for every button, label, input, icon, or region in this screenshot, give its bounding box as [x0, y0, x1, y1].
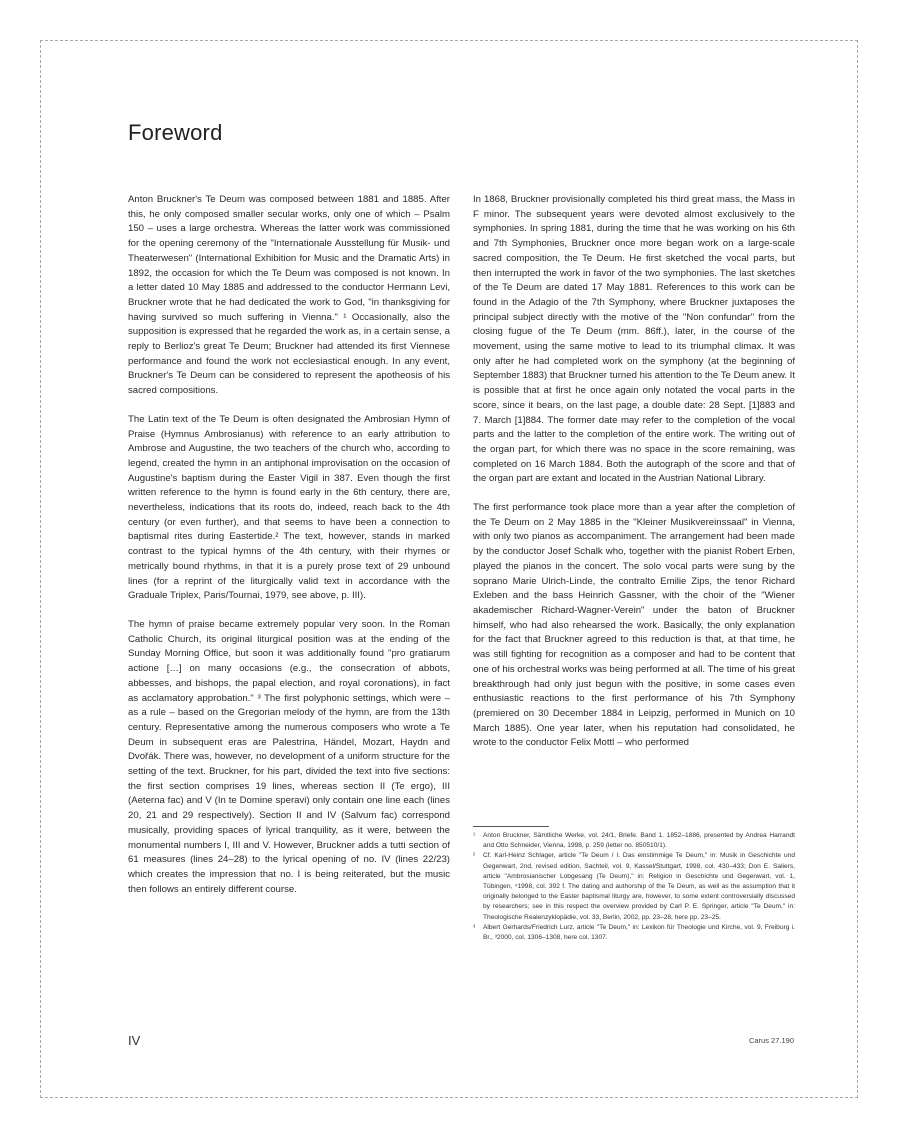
- footnote: [473, 851, 795, 922]
- left-column: [128, 193, 450, 911]
- paragraph: The hymn of praise became extremely popular very soon. In the Roman Catholic Church, its original liturgical position was at the ending of the Sunday Morning Office, but soon it was additionally found "pro gratiarum actione […] on many occasions (e.g., the consecration of abbots, abbesses, and bishops, the papal election, and royal coronations), in fact as acclamatory approbation." ³ The first polyphonic settings, which were – as a rule – based on the Gregorian melody of the hymn, are from the 13th century. Representative among the numerous composers who wrote a Te Deum in subsequent eras are Palestrina, Händel, Mozart, Haydn and Dvořák. There was, however, no development of a uniform structure for the setting of the text. Bruckner, for his part, divided the text into five sections: the first section comprises 19 lines, whereas section II (Te ergo), III (Aeterna fac) and V (In te Domine speravi) only contain one line each (lines 20, 21 and 29 respectively). Section II and IV (Salvum fac) correspond musically, providing spaces of lyrical tranquility, as it were, between the monumental numbers I, III and V. However, Bruckner adds a tutti section of 61 measures (lines 24–28) to the lyrical opening of no. IV (lines 22/23) which creates the impression that no. I is being reiterated, but the music then follows an entirely different course.: [128, 618, 450, 895]
- footnote-number: ³: [473, 923, 476, 931]
- paragraph: The first performance took place more than a year after the completion of the Te Deum on 2 May 1885 in the "Kleiner Musikvereinssaal" in Vienna, with only two pianos as accompaniment. The arrangement had been made by the conductor Josef Schalk who, together with the pianist Robert Erben, played the pianos in the concert. The solo vocal parts were sung by the soprano Marie Ulrich-Linde, the contralto Emilie Zips, the tenor Richard Exleben and the bass Heinrich Gassner, with the choir of the "Wiener akademischer Richard-Wagner-Verein" under the baton of Bruckner himself, who had also rehearsed the work. Basically, the only explanation for the fact that Bruckner agreed to this reduction is that, at that time, he was still fighting for recognition as a composer and had to be content that one of his orchestral works was being performed at all. The time of his great breakthrough had only just begun with the positive, in some cases even enthusiastic reactions to the first performance of his 7th Symphony (premiered on 30 December 1884 in Leipzig, performed in Munich on 10 March 1885). One year later, when his reputation had consolidated, he wrote to the conductor Felix Mottl – who performed: [473, 502, 795, 749]
- footnote-text: Cf. Karl-Heinz Schlager, article "Te Deum / I. Das einstimmige Te Deum," in: Musik in Geschichte und Gegenwart, 2nd, revised edition, Sachteil, vol. 9, Kassel/Stuttgart, 1998, col. 430–433; Don E. Saliers, article "Ambrosianischer Lobgesang (Te Deum)," in: Religion in Geschichte und Gegenwart, vol. 1, Tübingen, ⁴1998, col. 392 f. The dating and authorship of the Te Deum, as well as the assumption that it originally belonged to the Easter baptismal liturgy are, however, to some extent controversially discussed by researchers; see in this respect the overview provided by Carl P. E. Springer, article "Te Deum," in: Theologische Realenzyklopädie, vol. 33, Berlin, 2002, pp. 23–28, here pp. 23–25.: [483, 852, 795, 921]
- catalog-number: Carus 27.190: [748, 1036, 794, 1045]
- paragraph: The Latin text of the Te Deum is often designated the Ambrosian Hymn of Praise (Hymnus Ambrosianus) with reference to an early attribution to Ambrose and Augustine, the two teachers of the church who, according to legend, created the hymn in an antiphonal improvisation on the occasion of Augustine's baptism during the Easter Vigil in 387. Even though the first written reference to the hymn is found early in the 6th century, there are, nevertheless, indications that its roots do, indeed, reach back to the 4th century (or even further), and that seems to have been a connection to baptismal rites during Eastertide.² The text, however, stands in marked contrast to the typical hymns of the 4th century, with their rhymes or metrically bound rhythms, in that it is a purely prose text of 29 unbound lines (for a reprint of the liturgically valid text in accordance with the Graduale Triplex, Paris/Tournai, 1979, see above, p. III).: [128, 413, 450, 602]
- paragraph: Anton Bruckner's Te Deum was composed between 1881 and 1885. After this, he only composed smaller secular works, only one of which – Psalm 150 – uses a large orchestra. Whereas the latter work was commissioned for the opening ceremony of the "Internationale Ausstellung für Musik- und Theaterwesen" (International Exhibition for Music and the Dramatic Arts) in 1892, the occasion for which the Te Deum was composed is not known. In a letter dated 10 May 1885 and addressed to the conductor Hermann Levi, Bruckner wrote that he had dedicated the work to God, "in thanksgiving for having survived so much suffering in Vienna." ¹ Occasionally, also the supposition is expressed that he regarded the work as, in a certain sense, a reply to Berlioz's great Te Deum; Bruckner had attended its first Viennese performance and found the work not ecclesiastical enough. In any event, Bruckner's Te Deum can be considered to represent the apotheosis of his sacred compositions.: [128, 194, 450, 397]
- paragraph: In 1868, Bruckner provisionally completed his third great mass, the Mass in F minor. The subsequent years were devoted almost exclusively to the symphonies. In spring 1881, during the time that he was working on his 6th and 7th Symphonies, Bruckner once more began work on a large-scale sacred composition, the Te Deum. He first sketched the vocal parts, but then interrupted the work in favor of the two symphonies. The last sketches of the Te Deum are dated 17 May 1881. References to this work can be found in the Adagio of the 7th Symphony, where Bruckner juxtaposes the principal subject directly with the motive of the "Non confundar" from the closing fugue of the Te Deum (mm. 86ff.), later, in the course of the movement, using the same motive to lead to its triumphal climax. It was only after he had completed work on the symphony (at the beginning of September 1883) that Bruckner turned his attention to the Te Deum anew. It is possible that at first he once again only notated the vocal parts in the score, since it bears, on the last page, a double date: 28 Sept. [1]883 and 7. March [1]884. The former date may refer to the completion of the vocal parts and the latter to the completion of the entire work. The writing out of the organ part, for which there was no space in the score remaining, was completed on 16 March 1884. Both the autograph of the score and that of the organ part are extant and located in the Austrian National Library.: [473, 194, 795, 485]
- footnote-number: ¹: [473, 832, 476, 839]
- page-title: Foreword: [128, 120, 223, 145]
- footnote-text: Anton Bruckner, Sämtliche Werke, vol. 24/1, Briefe. Band 1. 1852–1886, presented by Andrea Harrandt and Otto Schneider, Vienna, 1998, p. 259 (letter no. 850510/1).: [483, 832, 795, 850]
- footnote-divider: [473, 826, 549, 827]
- footnote: [473, 831, 795, 851]
- footnotes: [473, 831, 795, 943]
- footnote: [473, 923, 795, 943]
- footnote-number: ²: [473, 852, 476, 860]
- page-number: IV: [128, 1033, 141, 1048]
- right-column: [473, 193, 795, 765]
- footnote-text: Albert Gerhards/Friedrich Lurz, article "Te Deum," in: Lexikon für Theologie und Kirche, vol. 9, Freiburg i. Br., ³2000, col. 1306–1308, here col. 1307.: [483, 923, 795, 942]
